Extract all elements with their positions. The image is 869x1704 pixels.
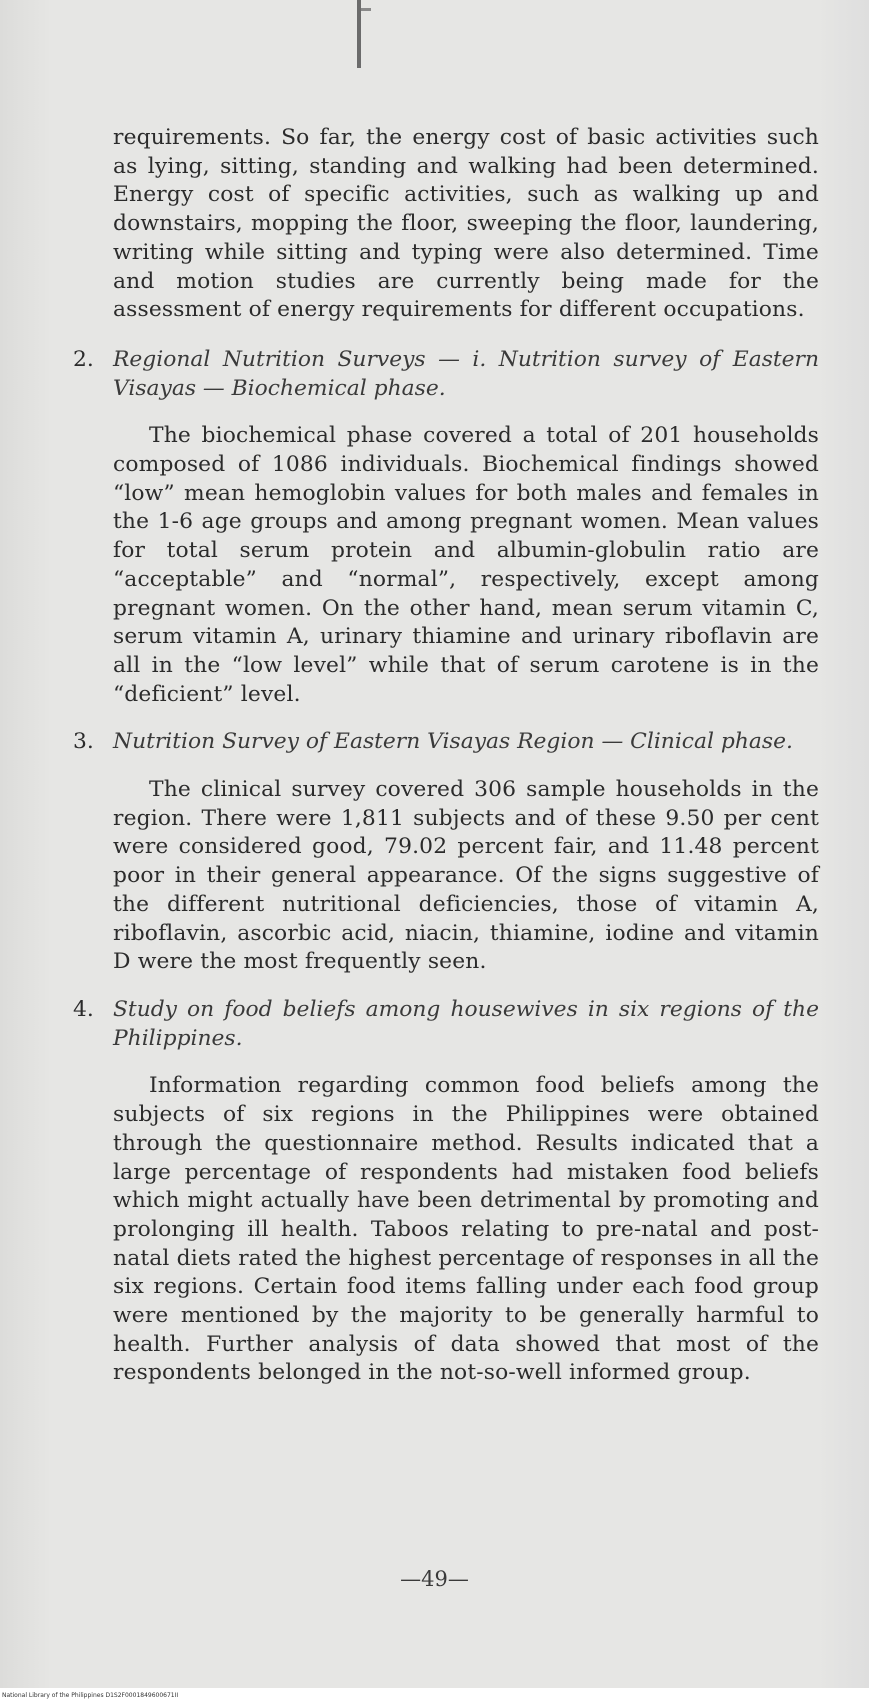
section-item-3 — [73, 728, 819, 757]
paragraph-energy-requirements: requirements. So far, the energy cost of basic activities such as lying, sitting, standing and walking had been determined. Energy cost of specific activities, such as walking up and downstairs, mopping the floor, sweeping the floor, laundering, writing while sitting and typing were also determined. Time and motion studies are currently being made for the assessment of energy requirements for different occupations. — [113, 125, 819, 323]
archive-label: National Library of the Philippines D1S2F0001849600671II — [2, 1692, 179, 1699]
item-number-2: 2. — [73, 346, 94, 372]
binding-mark-tick — [361, 8, 371, 11]
item-number-3: 3. — [73, 729, 94, 755]
item-title-3: Nutrition Survey of Eastern Visayas Region — Clinical phase. — [113, 729, 793, 755]
item-number-4: 4. — [73, 996, 94, 1022]
item-title-4: Study on food beliefs among housewives in six regions of the Philippines. — [113, 996, 819, 1051]
page-number: —49— — [400, 1567, 469, 1591]
item-title-2: Regional Nutrition Surveys — i. Nutrition survey of Eastern Visayas — Biochemical phase. — [113, 346, 819, 401]
paragraph-food-beliefs: Information regarding common food beliefs among the subjects of six regions in the Philippines were obtained through the questionnaire method. Results indicated that a large percentage of respondents had mistaken food beliefs which might actually have been detrimental by promoting and prolonging ill health. Taboos relating to pre-natal and post-natal diets rated the highest percentage of responses in all the six regions. Certain food items falling under each food group were mentioned by the majority to be generally harmful to health. Further analysis of data showed that most of the respondents belonged in the not-so-well informed group. — [113, 1073, 819, 1386]
paragraph-clinical-phase: The clinical survey covered 306 sample households in the region. There were 1,811 subjects and of these 9.50 per cent were considered good, 79.02 percent fair, and 11.48 percent poor in their general appearance. Of the signs suggestive of the different nutritional deficiencies, those of vitamin A, riboflavin, ascorbic acid, niacin, thiamine, iodine and vitamin D were the most frequently seen. — [113, 777, 819, 975]
paragraph-biochemical-phase: The biochemical phase covered a total of 201 households composed of 1086 individuals. Biochemical findings showed “low” mean hemoglobin values for both males and females in the 1-6 age groups and among pregnant women. Mean values for total serum protein and albumin-globulin ratio are “acceptable” and “normal”, respectively, except among pregnant women. On the other hand, mean serum vitamin C, serum vitamin A, urinary thiamine and urinary riboflavin are all in the “low level” while that of serum carotene is in the “deficient” level. — [113, 423, 819, 707]
page-body — [73, 124, 819, 1388]
section-item-4 — [73, 996, 819, 1053]
section-item-2 — [73, 346, 819, 403]
